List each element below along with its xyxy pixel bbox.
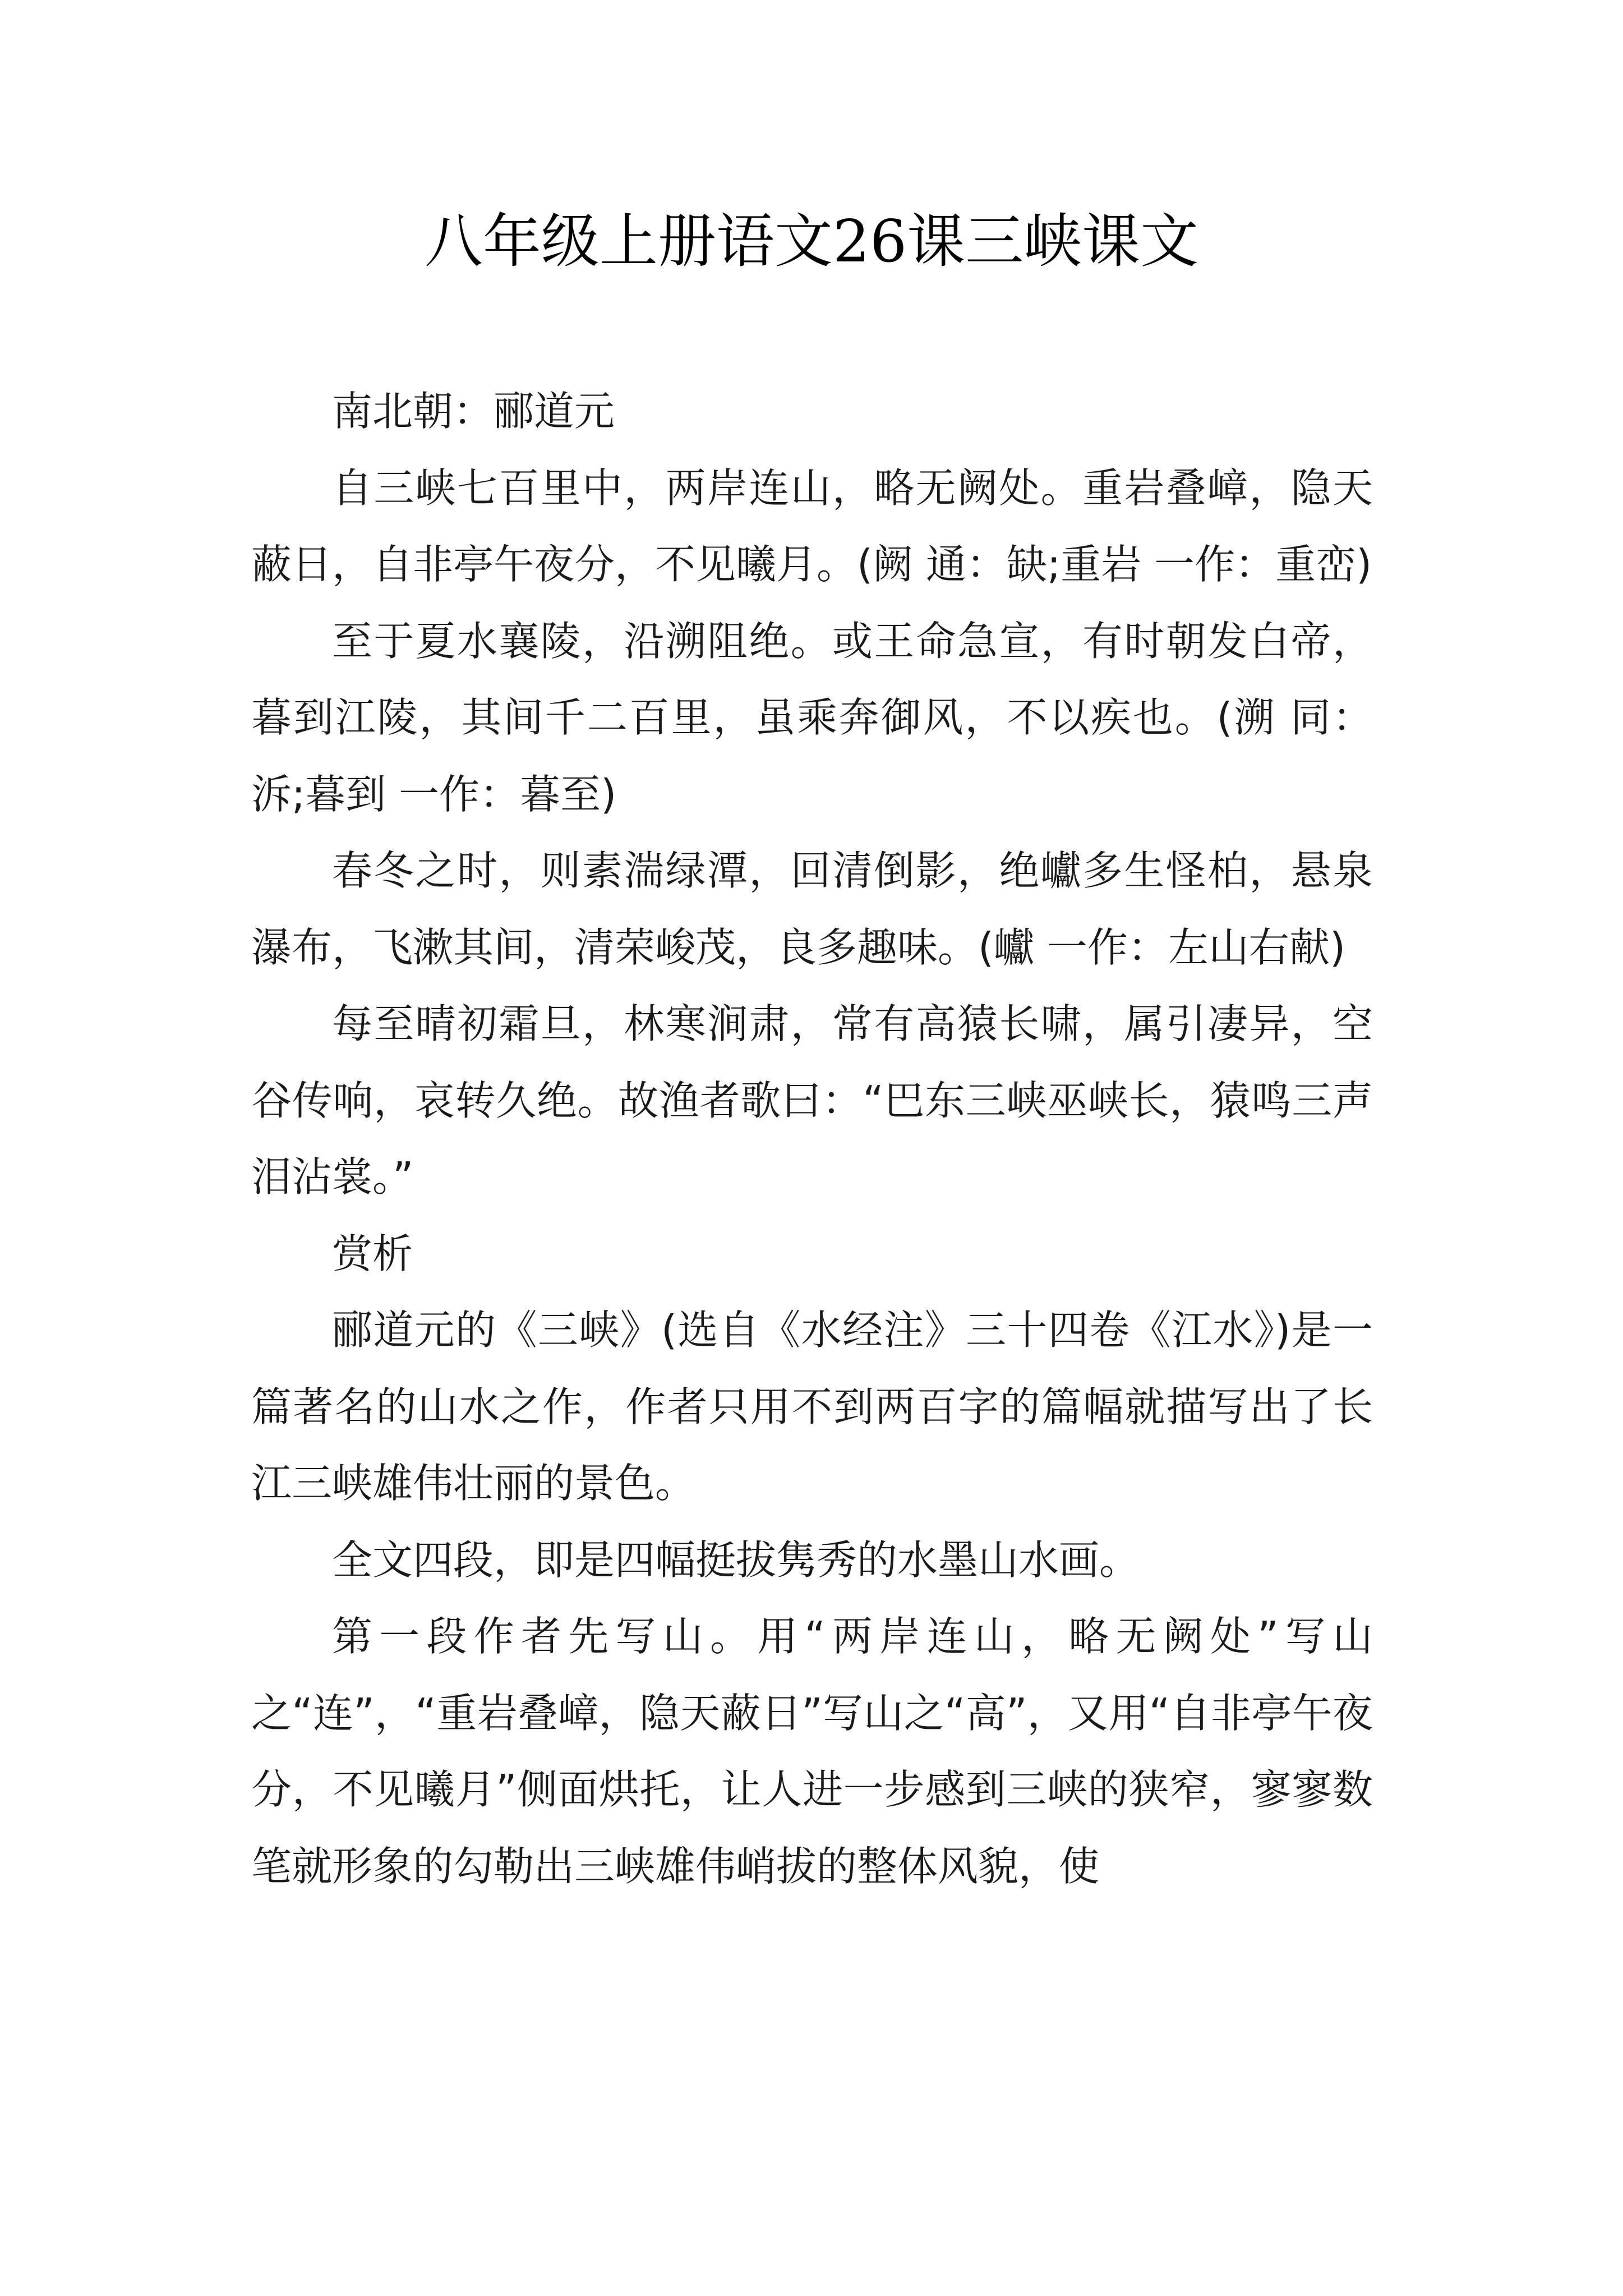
text-paragraph-2: 至于夏水襄陵，沿溯阻绝。或王命急宣，有时朝发白帝，暮到江陵，其间千二百里，虽乘奔御风，不以疾也。(溯 同：泝;暮到 一作：暮至) <box>251 617 1373 818</box>
section-heading-appreciation: 赏析 <box>332 1230 413 1277</box>
document-title: 八年级上册语文26课三峡课文 <box>424 207 1199 275</box>
text-paragraph-4: 每至晴初霜旦，林寒涧肃，常有高猿长啸，属引凄异，空谷传响，哀转久绝。故渔者歌曰：“巴东三峡巫峡长，猿鸣三声泪沾裳。” <box>251 1000 1373 1200</box>
appreciation-paragraph-1: 郦道元的《三峡》(选自《水经注》三十四卷《江水》)是一篇著名的山水之作，作者只用不到两百字的篇幅就描写出了长江三峡雄伟壮丽的景色。 <box>251 1306 1373 1507</box>
appreciation-paragraph-3: 第一段作者先写山。用“两岸连山，略无阙处”写山之“连”，“重岩叠嶂，隐天蔽日”写山之“高”，又用“自非亭午夜分，不见曦月”侧面烘托，让人进一步感到三峡的狭窄，寥寥数笔就形象的勾勒出三峡雄伟峭拔的整体风貌，使 <box>251 1613 1373 1890</box>
appreciation-paragraph-2: 全文四段，即是四幅挺拔隽秀的水墨山水画。 <box>332 1536 1140 1584</box>
document-body <box>251 373 1373 1904</box>
author-line: 南北朝：郦道元 <box>332 388 615 435</box>
text-paragraph-3: 春冬之时，则素湍绿潭，回清倒影，绝巘多生怪柏，悬泉瀑布，飞漱其间，清荣峻茂，良多趣味。(巘 一作：左山右献) <box>251 847 1373 971</box>
text-paragraph-1: 自三峡七百里中，两岸连山，略无阙处。重岩叠嶂，隐天蔽日，自非亭午夜分，不见曦月。(阙 通：缺;重岩 一作：重峦) <box>251 464 1373 588</box>
